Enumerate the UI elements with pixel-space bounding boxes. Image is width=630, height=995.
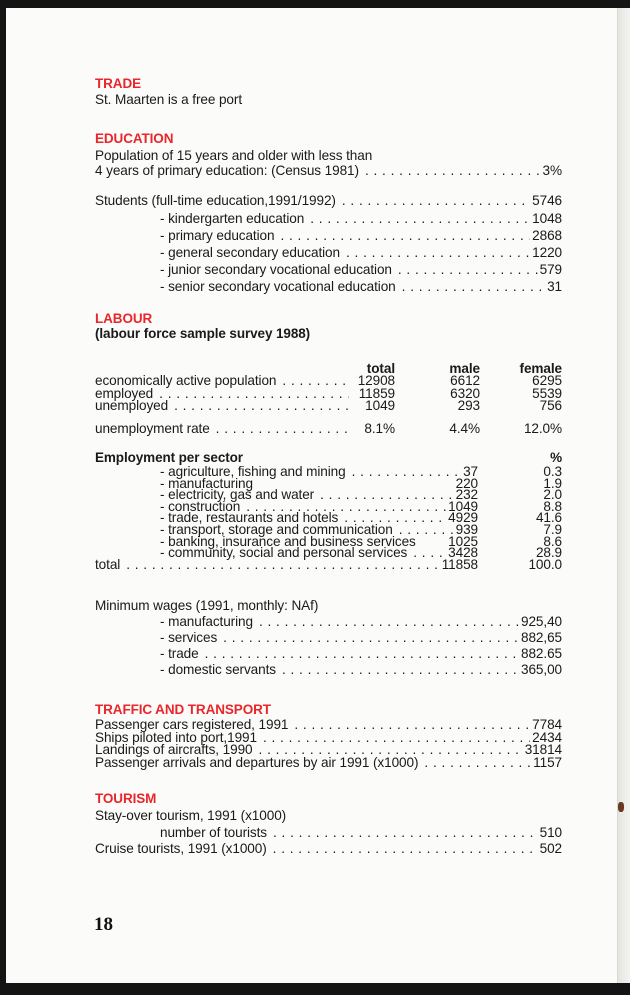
education-item [95,246,562,261]
sector-label: - transport, storage and communication [160,521,393,537]
labour-table [95,362,562,435]
wages-section [95,599,562,679]
sector-value: 1025 [448,533,478,549]
sector-label: - electricity, gas and water [160,487,315,503]
wage-label: - services [160,630,218,645]
education-item [95,280,562,295]
sector-pct: 0.3 [543,464,562,479]
rate-total: 8.1% [364,420,395,436]
wage-value: 882.65 [521,646,562,661]
cruise-label: Cruise tourists, 1991 (x1000) [95,841,267,856]
wage-value: 925,40 [521,614,562,629]
leader-dots [402,280,545,295]
education-section [95,131,562,178]
labour-male: 6320 [450,385,480,401]
sector-total-label: total [95,556,121,572]
paper-stain [618,802,624,812]
leader-dots [174,399,349,414]
trade-heading: TRADE [95,76,141,91]
education-population-value: 3% [542,162,562,178]
labour-row-label: economically active population [95,373,277,388]
traffic-section [95,702,562,768]
col-female: female [519,360,562,376]
tourists-row [95,826,562,842]
traffic-label: Landings of aircrafts, 1990 [95,742,253,757]
education-item-label: - kindergarten education [160,210,305,226]
labour-heading: LABOUR [95,311,153,326]
sector-value: 220 [455,475,478,491]
sector-total-row [95,558,562,571]
education-item-label: - junior secondary vocational education [160,261,392,277]
col-total: total [366,360,395,376]
unemployment-rate-label: unemployment rate [95,420,210,436]
labour-total: 1049 [365,398,395,413]
sector-total-pct: 100.0 [528,556,562,572]
leader-dots [352,465,461,480]
education-item-value: 1048 [532,210,562,226]
education-item [95,229,562,244]
trade-text: St. Maarten is a free port [95,92,242,107]
traffic-row [95,743,562,756]
trade-section [95,76,562,108]
labour-section [95,311,562,434]
rate-female: 12.0% [523,420,562,436]
sector-pct: 8.6 [543,533,562,549]
sector-pct-header: % [550,450,562,465]
sector-header [95,451,562,465]
leader-dots [216,422,349,437]
sector-section [95,451,562,571]
labour-female: 756 [539,398,562,413]
sector-value: 37 [463,464,478,479]
labour-male: 6612 [450,373,480,388]
rate-male: 4.4% [449,420,480,436]
wage-row [95,663,562,679]
wage-label: - trade [160,646,199,661]
sector-label: - construction [160,498,241,514]
education-item-value: 2868 [532,227,562,243]
leader-dots [342,194,530,209]
tourists-value: 510 [539,825,562,840]
wage-label: - domestic servants [160,662,276,677]
unemployment-rate-row [95,422,562,435]
labour-male: 293 [457,398,480,413]
col-male: male [449,360,480,376]
leader-dots [310,212,530,227]
traffic-value: 31814 [524,742,562,757]
tourism-section [95,791,562,856]
sector-row [95,465,562,477]
leader-dots [282,663,519,678]
leader-dots [346,246,530,261]
education-heading: EDUCATION [95,131,174,146]
labour-row-label: unemployed [95,398,169,413]
labour-total: 12908 [357,373,395,388]
traffic-value: 1157 [533,754,562,770]
sector-pct: 7.9 [543,521,562,537]
education-population-line2: 4 years of primary education: (Census 1981) [95,162,359,178]
sector-label: - manufacturing [160,475,253,491]
traffic-value: 2434 [532,729,562,745]
education-item-label: - senior secondary vocational education [160,278,396,294]
sector-pct: 8.8 [543,498,562,514]
sector-pct: 41.6 [535,510,562,526]
education-item-label: - primary education [160,227,275,243]
labour-row-label: employed [95,385,154,401]
leader-dots [424,756,531,771]
wage-value: 365,00 [521,662,562,677]
education-item [95,263,562,278]
wage-row [95,631,562,647]
traffic-row [95,718,562,731]
sector-pct: 28.9 [535,545,562,561]
traffic-label: Ships piloted into port,1991 [95,729,257,745]
education-item-value: 1220 [532,244,562,260]
tourists-label: number of tourists [160,825,267,840]
tourism-heading: TOURISM [95,791,157,806]
students-value: 5746 [532,193,562,208]
labour-subheading: (labour force sample survey 1988) [95,326,311,341]
stayover-label: Stay-over tourism, 1991 (x1000) [95,808,287,823]
sector-label: - trade, restaurants and hotels [160,510,339,526]
sector-value: 939 [455,521,478,537]
sector-value: 3428 [448,545,478,561]
education-population-row [95,164,562,179]
education-item-value: 31 [547,278,562,294]
leader-dots [398,263,538,278]
traffic-row [95,756,562,769]
page-edge-shadow [618,8,630,983]
wage-value: 882,65 [521,630,562,645]
education-item-value: 579 [539,261,562,277]
sector-total-value: 11858 [441,556,478,572]
sector-value: 232 [455,487,478,503]
sector-label: - agriculture, fishing and mining [160,464,346,479]
labour-row [95,399,562,412]
labour-total: 11859 [358,385,395,401]
leader-dots [259,615,519,630]
sector-label: - banking, insurance and business services [160,533,416,549]
leader-dots [273,826,538,841]
page-number: 18 [94,914,113,935]
traffic-label: Passenger arrivals and departures by air 1991 (x1000) [95,754,419,770]
leader-dots [126,558,440,573]
leader-dots [365,164,541,179]
sector-row [95,523,562,535]
leader-dots [273,842,538,857]
traffic-heading: TRAFFIC AND TRANSPORT [95,702,271,717]
students-row [95,194,562,209]
traffic-value: 7784 [532,717,562,732]
cruise-row [95,842,562,856]
sector-value: 4929 [448,510,478,526]
sector-pct: 1.9 [543,475,562,491]
sector-label: - community, social and personal services [160,545,408,561]
education-population-line1: Population of 15 years and older with less than [95,148,373,163]
leader-dots [280,229,530,244]
labour-female: 5539 [532,385,562,401]
wages-label: Minimum wages (1991, monthly: NAf) [95,598,319,613]
students-section [95,194,562,294]
labour-row [95,374,562,387]
sector-pct: 2.0 [543,487,562,503]
students-label: Students (full-time education,1991/1992) [95,193,336,208]
cruise-value: 502 [539,841,562,856]
sector-value: 1049 [448,498,478,514]
leader-dots [223,631,519,646]
sector-heading: Employment per sector [95,450,243,465]
leader-dots [205,647,519,662]
labour-female: 6295 [532,373,562,388]
wage-row [95,647,562,663]
education-item [95,212,562,227]
sector-row [95,545,562,561]
education-item-label: - general secondary education [160,244,340,260]
wage-row [95,615,562,631]
wage-label: - manufacturing [160,614,253,629]
traffic-label: Passenger cars registered, 1991 [95,717,289,732]
